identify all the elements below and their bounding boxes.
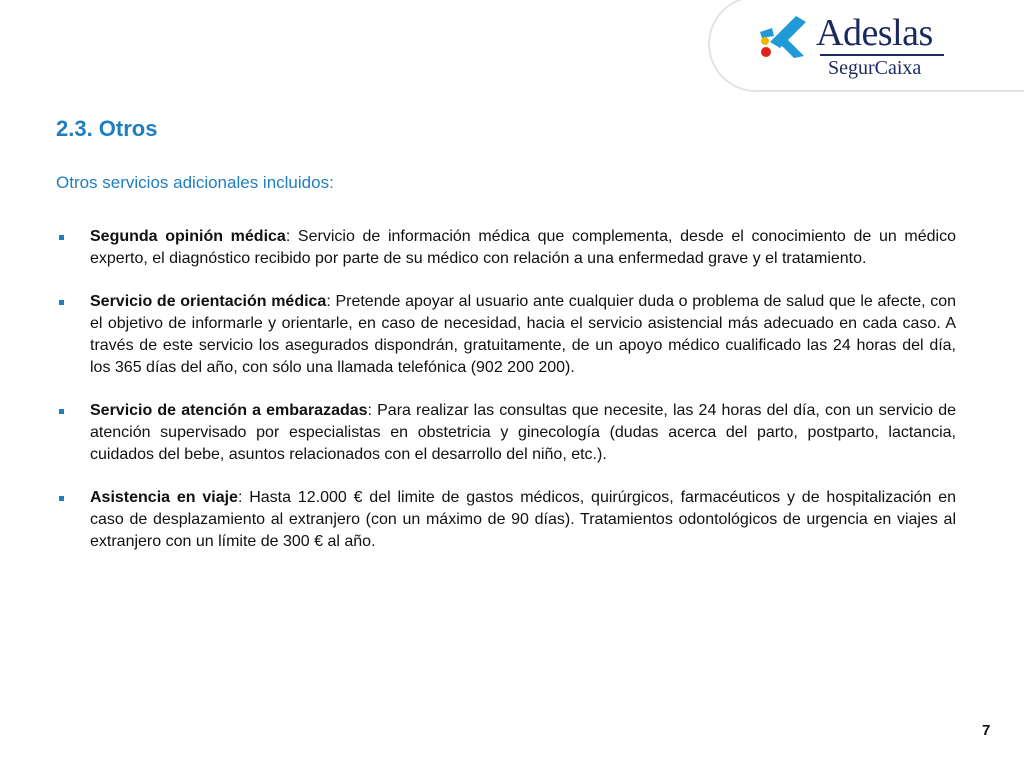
item-term: Servicio de atención a embarazadas — [90, 402, 368, 419]
list-item — [56, 226, 956, 270]
list-item — [56, 291, 956, 379]
item-text: : Hasta 12.000 € del limite de gastos médicos, quirúrgicos, farmacéuticos y de hospitalización en caso de desplazamiento al extranjero (con un máximo de 90 días). Tratamientos odontológicos de urgencia en viajes al extranjero con un límite de 300 € al año. — [90, 489, 956, 550]
item-text: : Pretende apoyar al usuario ante cualquier duda o problema de salud que le afecte, con el objetivo de informarle y orientarle, en caso de necesidad, hacia el servicio asistencial más adecuado en cada caso. A través de este servicio los asegurados dispondrán, gratuitamente, de un apoyo médico cualificado las 24 horas del día, los 365 días del año, con sólo una llamada telefónica (902 200 200). — [90, 293, 957, 376]
bullet-icon — [59, 235, 64, 240]
page-number: 7 — [982, 722, 991, 739]
item-term: Asistencia en viaje — [90, 489, 238, 506]
star-logo-icon — [756, 12, 816, 60]
item-term: Servicio de orientación médica — [90, 293, 327, 310]
item-term: Segunda opinión médica — [90, 228, 286, 245]
bullet-icon — [59, 409, 64, 414]
bullet-icon — [59, 300, 64, 305]
sub-brand-name: SegurCaixa — [828, 57, 922, 79]
brand-divider — [820, 54, 944, 56]
brand-name: Adeslas — [816, 12, 933, 54]
item-text: : Para realizar las consultas que necesite, las 24 horas del día, con un servicio de atención supervisado por especialistas en obstetricia y ginecología (dudas acerca del parto, postparto, lactancia, cuidados del bebe, asuntos relacionados con el desarrollo del niño, etc.). — [90, 402, 956, 463]
bullet-icon — [59, 496, 64, 501]
section-title: 2.3. Otros — [56, 116, 158, 141]
list-item — [56, 400, 956, 466]
services-list — [56, 226, 956, 574]
adeslas-logo — [756, 10, 956, 80]
item-text: : Servicio de información médica que complementa, desde el conocimiento de un médico experto, el diagnóstico recibido por parte de su médico con relación a una enfermedad grave y el tratamiento. — [90, 228, 956, 267]
list-item — [56, 487, 956, 553]
section-subtitle: Otros servicios adicionales incluidos: — [56, 173, 334, 192]
